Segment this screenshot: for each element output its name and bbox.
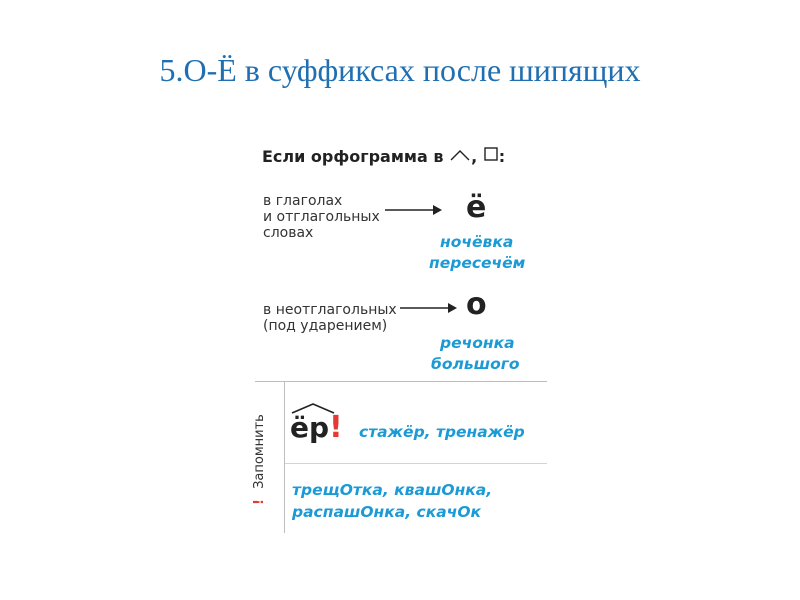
condition-line: (под ударением) [263, 318, 388, 334]
divider-vertical [284, 381, 285, 533]
suffix-text: ёр [290, 411, 330, 444]
divider [285, 463, 547, 464]
exclamation-mark: ! [329, 410, 343, 445]
remember-mark: ! [252, 499, 267, 505]
examples-verbs [429, 232, 526, 274]
example-word: речонка [440, 334, 515, 352]
rule-header-comma: , [471, 147, 478, 166]
condition-verbs [263, 193, 380, 241]
condition-line: в глаголах [263, 193, 343, 209]
exception-line: распашОнка, скачОк [292, 503, 482, 521]
remember-label [252, 385, 267, 505]
condition-line: в неотглагольных [263, 302, 397, 318]
example-word: большого [431, 355, 520, 373]
suffix-symbol-icon [449, 147, 471, 166]
condition-nonverbs [263, 302, 397, 334]
rule-header [262, 146, 505, 166]
example-word: ночёвка [440, 233, 514, 251]
exception-line: трещОтка, квашОнка, [292, 481, 493, 499]
divider [255, 381, 547, 382]
condition-line: словах [263, 225, 314, 241]
letter-yo: ё [466, 190, 487, 225]
remember-text: Запомнить [252, 414, 267, 489]
rule-header-text: Если орфограмма в [262, 147, 444, 166]
arrow-icon [400, 302, 458, 314]
example-word: пересечём [429, 254, 526, 272]
slide-title: 5.О-Ё в суффиксах после шипящих [159, 52, 641, 88]
condition-line: и отглагольных [263, 209, 380, 225]
exception-words [292, 479, 492, 523]
rule-header-colon: : [498, 147, 506, 166]
suffix-examples: стажёр, тренажёр [359, 423, 525, 441]
letter-o: о [466, 287, 487, 322]
ending-symbol-icon [483, 146, 499, 166]
examples-nonverbs [431, 333, 520, 375]
arrow-icon [385, 204, 443, 216]
suffix-yor [290, 410, 343, 445]
